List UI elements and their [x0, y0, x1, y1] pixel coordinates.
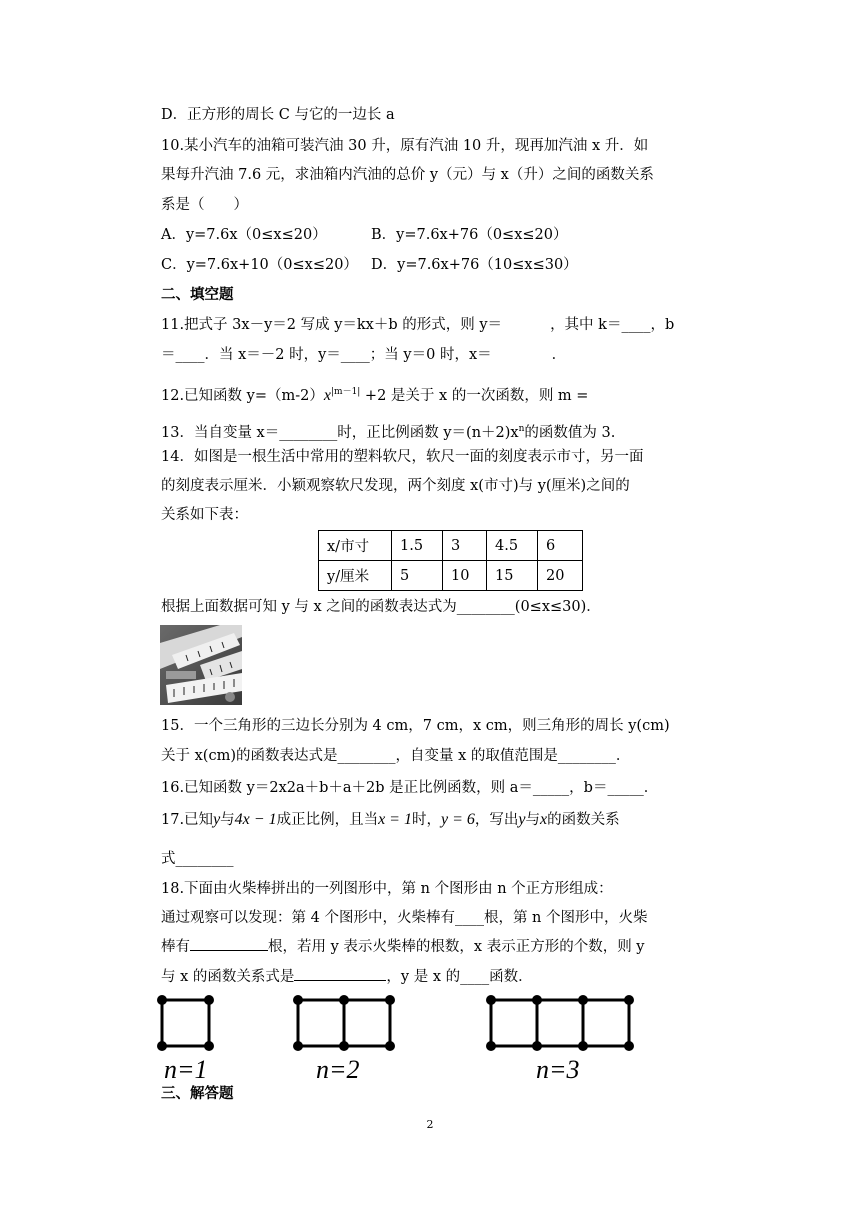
table-cell: 3: [443, 531, 487, 561]
question-14-line-1: 14．如图是一根生活中常用的塑料软尺，软尺一面的刻度表示市寸，另一面: [161, 449, 644, 465]
q17-text-4: 时，: [411, 812, 441, 828]
question-10-options-ab: [161, 224, 568, 246]
q17-var-y: y: [213, 811, 221, 828]
q17-condition-x: x = 1: [378, 811, 412, 828]
question-11-line-1: [161, 314, 674, 336]
q17-text-5: ，写出: [474, 812, 519, 828]
question-10-line-2: 果每升汽油 7.6 元，求油箱内汽油的总价 y（元）与 x（升）之间的函数关系: [161, 167, 654, 183]
question-11-line-2: [161, 344, 566, 366]
q11-part-4: ．: [551, 347, 567, 363]
q17-condition-y: y = 6: [440, 811, 475, 828]
q17-var-y2: y: [518, 811, 526, 828]
page-number: 2: [426, 1118, 434, 1131]
table-cell: 1.5: [392, 531, 443, 561]
q17-expression: 4x − 1: [234, 811, 277, 828]
matchstick-square-n2-b: [344, 1000, 390, 1046]
question-12: [161, 381, 588, 407]
q11-part-1: 11.把式子 3x－y＝2 写成 y＝kx＋b 的形式，则 y＝: [161, 317, 503, 333]
question-10-line-3: 系是（ ）: [161, 197, 248, 213]
table-cell: 5: [392, 561, 443, 591]
matchstick-square-n3-c: [583, 1000, 629, 1046]
table-cell: 10: [443, 561, 487, 591]
matchstick-square-n3-b: [537, 1000, 583, 1046]
table-cell: x/市寸: [319, 531, 392, 561]
table-cell: 15: [487, 561, 538, 591]
q12-part-2: +2 是关于 x 的一次函数，则 m =: [360, 387, 589, 404]
q18-text-4: ，y 是 x 的____函数．: [386, 969, 533, 985]
figure-label-n2: n=2: [316, 1055, 360, 1084]
section-2-heading: 二、填空题: [161, 287, 234, 303]
q13-part-2: 的函数值为 3.: [524, 424, 616, 441]
table-cell: 6: [538, 531, 583, 561]
q13-exponent: n: [518, 424, 525, 434]
figure-label-n1: n=1: [164, 1055, 208, 1084]
question-17-line-1: [161, 809, 620, 831]
table-cell: 20: [538, 561, 583, 591]
q18-text-1: 棒有: [161, 939, 190, 955]
question-18-line-4: [161, 966, 533, 988]
q12-exponent: |m－1|: [331, 387, 361, 397]
q18-text-3: 与 x 的函数关系式是: [161, 969, 295, 985]
option-d: D．y=7.6x+76（10≤x≤30）: [371, 257, 578, 273]
question-10-options-cd: [161, 254, 578, 276]
q17-var-x: x: [540, 811, 548, 828]
section-3-heading: 三、解答题: [161, 1086, 234, 1102]
question-18-line-1: 18.下面由火柴棒拼出的一列图形中，第 n 个图形由 n 个正方形组成：: [161, 881, 613, 897]
q17-text-3: 成正比例，且当: [276, 812, 379, 828]
blank-underline: [190, 936, 268, 951]
option-b: B．y=7.6x+76（0≤x≤20）: [371, 227, 568, 243]
question-15-line-2: 关于 x(cm)的函数表达式是________，自变量 x 的取值范围是________．: [161, 748, 631, 764]
question-14-line-3: 关系如下表：: [161, 507, 248, 523]
q12-part-1: 12.已知函数 y=（m-2）: [161, 387, 324, 404]
table-cell: y/厘米: [319, 561, 392, 591]
table-row: [319, 561, 583, 591]
q18-text-2: 根，若用 y 表示火柴棒的根数，x 表示正方形的个数，则 y: [268, 939, 645, 955]
question-18-line-2: 通过观察可以发现：第 4 个图形中，火柴棒有____根，第 n 个图形中，火柴: [161, 910, 648, 926]
tape-measure-photo: [160, 625, 242, 705]
q17-text-2: 与: [220, 812, 235, 828]
question-15-line-1: 15．一个三角形的三边长分别为 4 cm，7 cm，x cm，则三角形的周长 y(cm): [161, 718, 670, 734]
q13-part-1: 13．当自变量 x＝________时，正比例函数 y＝(n＋2)x: [161, 424, 519, 441]
matchstick-figures: [150, 990, 650, 1085]
q12-x: x: [323, 386, 331, 404]
question-10-line-1: 10.某小汽车的油箱可装汽油 30 升，原有汽油 10 升，现再加汽油 x 升．如: [161, 138, 649, 154]
option-d-text: D．正方形的周长 C 与它的一边长 a: [161, 107, 395, 123]
option-c: C．y=7.6x+10（0≤x≤20）: [161, 257, 358, 273]
figure-label-n3: n=3: [536, 1055, 580, 1084]
question-17-line-2: 式________: [161, 851, 234, 867]
question-18-line-3: [161, 936, 645, 958]
matchstick-square-n2-a: [298, 1000, 344, 1046]
matchstick-square-n3-a: [491, 1000, 537, 1046]
q17-text-1: 17.已知: [161, 812, 214, 828]
ruler-data-table: [318, 530, 583, 591]
table-row: [319, 531, 583, 561]
q11-part-3: ＝____．当 x＝－2 时，y＝____；当 y＝0 时，x＝: [161, 347, 492, 363]
question-14-line-2: 的刻度表示厘米．小颖观察软尺发现，两个刻度 x(市寸)与 y(厘米)之间的: [161, 478, 630, 494]
table-cell: 4.5: [487, 531, 538, 561]
matchstick-square-n1: [162, 1000, 209, 1046]
question-13: [161, 418, 615, 444]
q17-text-6: 与: [525, 812, 540, 828]
q11-part-2: ，其中 k＝____，b: [550, 317, 675, 333]
blank-underline: [294, 966, 386, 981]
question-16: 16.已知函数 y＝2x2a＋b＋a＋2b 是正比例函数，则 a＝_____，b＝_____．: [161, 780, 659, 796]
question-14-line-4: 根据上面数据可知 y 与 x 之间的函数表达式为________(0≤x≤30)．: [161, 599, 601, 615]
q17-text-7: 的函数关系: [547, 812, 620, 828]
option-a: A．y=7.6x（0≤x≤20）: [161, 227, 327, 243]
